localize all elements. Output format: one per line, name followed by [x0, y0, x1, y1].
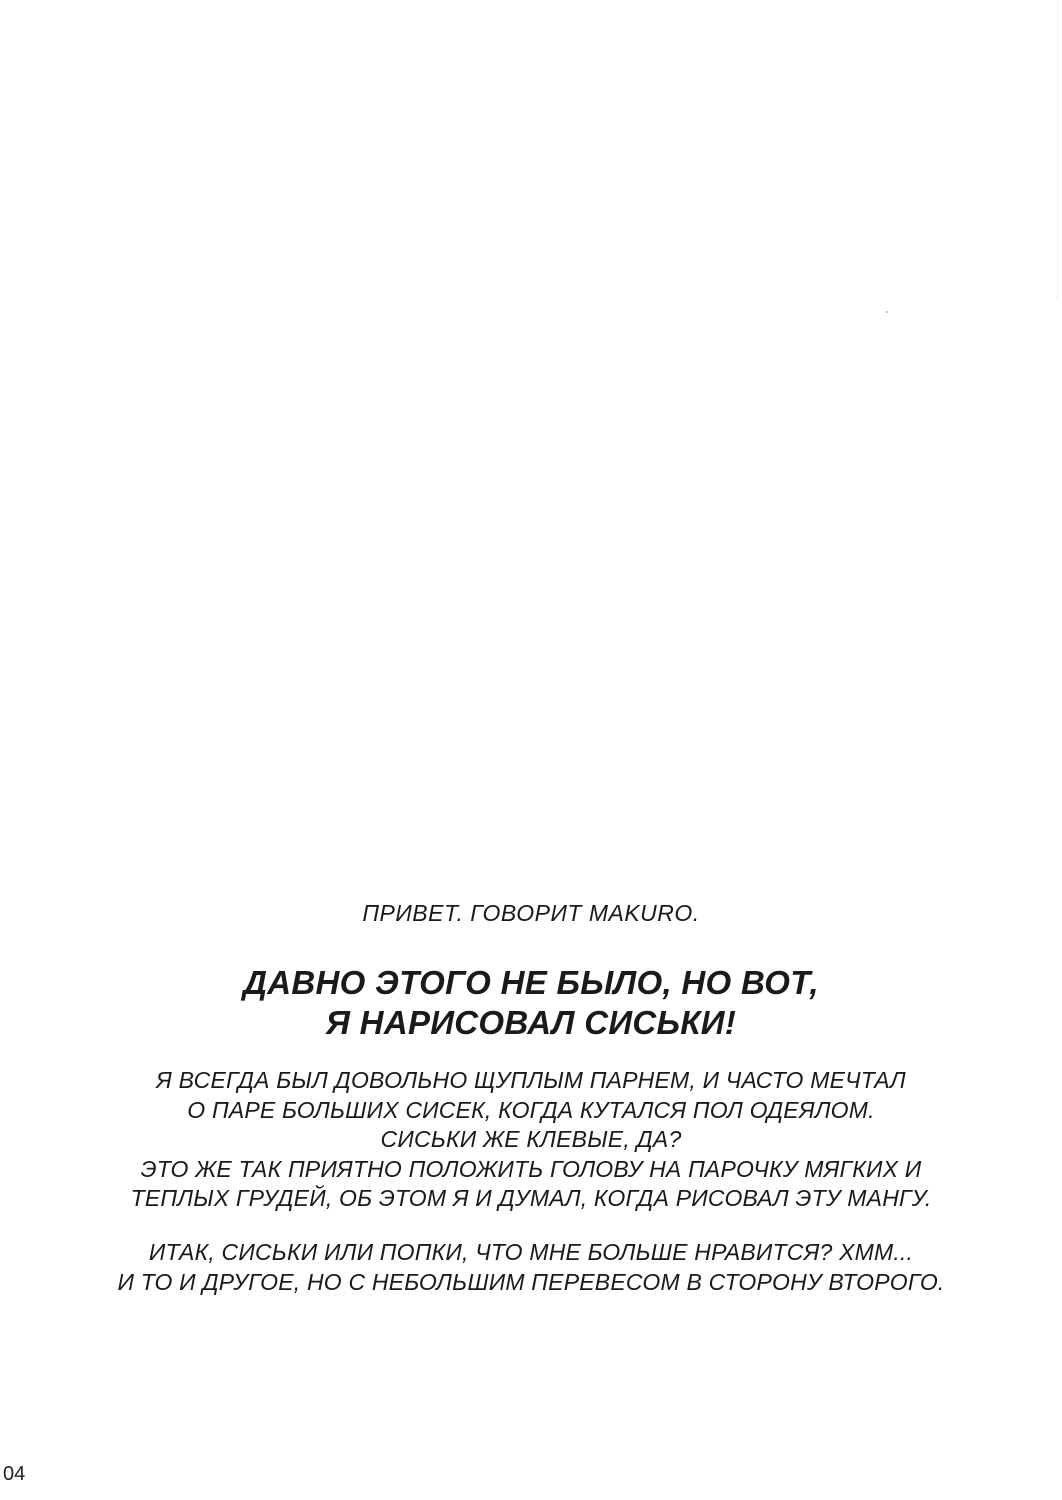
page-number: 04 — [3, 1463, 26, 1485]
paragraph-1-line-1: Я ВСЕГДА БЫЛ ДОВОЛЬНО ЩУПЛЫМ ПАРНЕМ, И ЧАСТО МЕЧТАЛ — [156, 1067, 906, 1093]
greeting-line: ПРИВЕТ. ГОВОРИТ MAKURO. — [362, 900, 700, 926]
scan-speck — [886, 311, 888, 313]
paragraph-1-line-4: ЭТО ЖЕ ТАК ПРИЯТНО ПОЛОЖИТЬ ГОЛОВУ НА ПАРОЧКУ МЯГКИХ И — [140, 1155, 922, 1182]
paragraph-1-line-2: О ПАРЕ БОЛЬШИХ СИСЕК, КОГДА КУТАЛСЯ ПОЛ ОДЕЯЛОМ. — [187, 1096, 875, 1123]
paragraph-2 — [0, 1238, 1062, 1297]
paragraph-1 — [0, 1066, 1062, 1214]
headline-line-2: Я НАРИСОВАЛ СИСЬКИ! — [325, 1004, 737, 1041]
headline — [0, 963, 1062, 1043]
paragraph-2-line-1: ИТАК, СИСЬКИ ИЛИ ПОПКИ, ЧТО МНЕ БОЛЬШЕ НРАВИТСЯ? ХММ... — [148, 1239, 914, 1265]
scan-edge-line — [1057, 0, 1058, 300]
paragraph-1-line-5: ТЕПЛЫХ ГРУДЕЙ, ОБ ЭТОМ Я И ДУМАЛ, КОГДА РИСОВАЛ ЭТУ МАНГУ. — [130, 1185, 932, 1211]
headline-line-1: ДАВНО ЭТОГО НЕ БЫЛО, НО ВОТ, — [243, 964, 819, 1001]
paragraph-1-line-3: СИСЬКИ ЖЕ КЛЕВЫЕ, ДА? — [380, 1126, 682, 1152]
paragraph-2-line-2: И ТО И ДРУГОЕ, НО С НЕБОЛЬШИМ ПЕРЕВЕСОМ В СТОРОНУ ВТОРОГО. — [117, 1268, 945, 1295]
